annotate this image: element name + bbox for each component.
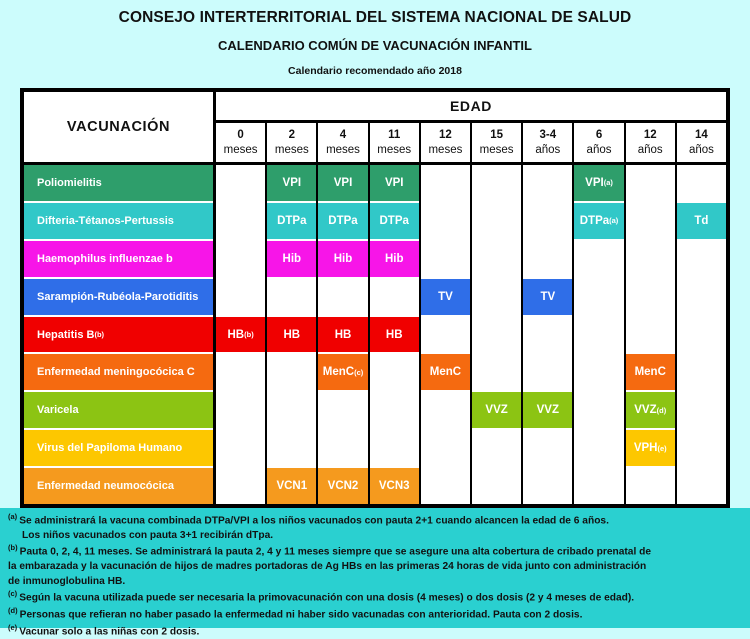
- age-column-header: [574, 123, 625, 162]
- empty-cell: [216, 279, 265, 317]
- vaccine-name: Haemophilus influenzae b: [37, 252, 173, 265]
- vaccine-label-column: [24, 165, 216, 504]
- schedule-column: [677, 165, 726, 504]
- footnote: [8, 623, 742, 639]
- empty-cell: [267, 392, 316, 430]
- empty-cell: [370, 392, 419, 430]
- footnote-text: Los niños vacunados con pauta 3+1 recibirán dTpa.: [22, 529, 274, 541]
- dose-cell[interactable]: [421, 354, 470, 392]
- dose-label: VVZ: [536, 404, 559, 417]
- dose-label: DTPa: [379, 214, 409, 227]
- empty-cell: [523, 165, 572, 203]
- empty-cell: [626, 317, 675, 355]
- schedule-column: [626, 165, 677, 504]
- dose-cell[interactable]: [318, 241, 367, 279]
- dose-cell[interactable]: [267, 203, 316, 241]
- empty-cell: [677, 468, 726, 504]
- vaccine-row-label: [24, 165, 213, 203]
- dose-cell[interactable]: [472, 392, 521, 430]
- footnotes-block: [0, 508, 750, 638]
- empty-cell: [472, 279, 521, 317]
- age-unit: años: [535, 143, 561, 156]
- dose-cell[interactable]: [523, 279, 572, 317]
- empty-cell: [216, 392, 265, 430]
- age-number: 4: [339, 128, 347, 141]
- empty-cell: [677, 354, 726, 392]
- age-unit: meses: [428, 143, 463, 156]
- empty-cell: [421, 468, 470, 504]
- dose-label: DTPa: [277, 214, 307, 227]
- calendar-year-caption: Calendario recomendado año 2018: [288, 65, 462, 77]
- empty-cell: [574, 392, 623, 430]
- footnote: [8, 560, 742, 573]
- vaccine-row-label: [24, 392, 213, 430]
- footnote-marker: (a): [8, 512, 20, 521]
- empty-cell: [216, 354, 265, 392]
- vaccine-row-label: [24, 430, 213, 468]
- footnote-text: de inmunoglobulina HB.: [8, 575, 126, 587]
- schedule-column: [574, 165, 625, 504]
- dose-label: VVZ: [634, 404, 657, 417]
- empty-cell: [677, 430, 726, 468]
- footnote: [8, 589, 742, 605]
- vaccine-name: Enfermedad meningocócica C: [37, 366, 195, 379]
- dose-cell[interactable]: [318, 203, 367, 241]
- age-unit: años: [637, 143, 663, 156]
- vaccine-row-label: [24, 279, 213, 317]
- age-unit: meses: [377, 143, 412, 156]
- dose-label: HB: [283, 328, 301, 341]
- empty-cell: [216, 203, 265, 241]
- age-column-header: [626, 123, 677, 162]
- empty-cell: [523, 203, 572, 241]
- vaccine-name: Varicela: [37, 404, 79, 417]
- age-unit: años: [688, 143, 714, 156]
- footnote-text: la embarazada y la vacunación de hijos de madres portadoras de Ag HBs en las primeras 24 horas de vida junto con administración: [8, 561, 647, 573]
- empty-cell: [267, 279, 316, 317]
- empty-cell: [574, 354, 623, 392]
- header-vaccination: VACUNACIÓN: [24, 92, 216, 162]
- empty-cell: [472, 430, 521, 468]
- table-body: [24, 165, 726, 504]
- dose-cell[interactable]: [370, 241, 419, 279]
- empty-cell: [523, 468, 572, 504]
- schedule-column: [523, 165, 574, 504]
- title-block: [0, 0, 750, 77]
- footnote-marker: (e): [657, 443, 667, 453]
- vaccine-name: Enfermedad neumocócica: [37, 480, 174, 493]
- footnote-text: Vacunar solo a las niñas con 2 dosis.: [19, 626, 200, 638]
- empty-cell: [216, 430, 265, 468]
- footnote-text: Se administrará la vacuna combinada DTPa/VPI a los niños vacunados con pauta 2+1 cuando alcancen la edad de 6 años.: [19, 515, 609, 527]
- empty-cell: [574, 317, 623, 355]
- empty-cell: [626, 241, 675, 279]
- dose-cell[interactable]: [626, 430, 675, 468]
- empty-cell: [370, 430, 419, 468]
- dose-label: MenC: [634, 366, 666, 379]
- empty-cell: [421, 317, 470, 355]
- age-number: 11: [388, 128, 401, 141]
- dose-label: TV: [540, 290, 556, 303]
- age-number: 6: [595, 128, 603, 141]
- empty-cell: [421, 392, 470, 430]
- age-number: 0: [237, 128, 244, 141]
- empty-cell: [216, 165, 265, 203]
- footnote-marker: (c): [354, 367, 364, 377]
- empty-cell: [677, 165, 726, 203]
- schedule-column: [370, 165, 421, 504]
- empty-cell: [267, 430, 316, 468]
- dose-label: VCN3: [378, 480, 410, 493]
- footnote-text: Pauta 0, 2, 4, 11 meses. Se administrará la pauta 2, 4 y 11 meses siempre que se asegure una alta cobertura de cribado prenatal de: [19, 546, 652, 558]
- footnote-marker: (e): [8, 622, 20, 632]
- empty-cell: [216, 241, 265, 279]
- dose-cell[interactable]: [267, 468, 316, 504]
- empty-cell: [421, 165, 470, 203]
- dose-label: VPI: [585, 176, 604, 189]
- dose-cell[interactable]: [318, 165, 367, 203]
- dose-label: HB: [385, 328, 403, 341]
- age-column-header: [523, 123, 574, 162]
- footnote: [8, 512, 742, 528]
- dose-label: TV: [438, 290, 453, 303]
- age-number: 2: [288, 128, 295, 141]
- footnote-marker: (a): [609, 216, 619, 226]
- footnote-marker: (b): [244, 330, 254, 339]
- dose-cell[interactable]: [370, 317, 419, 355]
- empty-cell: [370, 354, 419, 392]
- footnote-text: Según la vacuna utilizada puede ser necesaria la primovacunación con una dosis (4 meses) o dos dosis (2 y 4 meses de edad).: [19, 592, 635, 604]
- dose-label: Td: [694, 214, 709, 227]
- empty-cell: [318, 430, 367, 468]
- main-title: CONSEJO INTERTERRITORIAL DEL SISTEMA NACIONAL DE SALUD: [118, 9, 632, 26]
- empty-cell: [523, 430, 572, 468]
- vaccine-row-label: [24, 203, 213, 241]
- dose-label: VPI: [384, 176, 404, 189]
- footnote-marker: (b): [8, 543, 20, 553]
- age-number: 12: [643, 128, 657, 141]
- empty-cell: [523, 317, 572, 355]
- dose-label: VPH: [633, 442, 658, 455]
- empty-cell: [472, 165, 521, 203]
- empty-cell: [677, 392, 726, 430]
- header-age-group: [216, 92, 726, 162]
- dose-label: VCN2: [327, 480, 359, 493]
- dose-label: HB: [334, 328, 352, 341]
- empty-cell: [574, 430, 623, 468]
- empty-cell: [472, 241, 521, 279]
- dose-label: Hib: [282, 252, 302, 265]
- empty-cell: [523, 241, 572, 279]
- empty-cell: [574, 279, 623, 317]
- schedule-column: [267, 165, 318, 504]
- vaccine-row-label: [24, 468, 213, 504]
- footnote-marker: (c): [8, 589, 20, 599]
- empty-cell: [472, 203, 521, 241]
- vaccine-name: Poliomielitis: [37, 176, 102, 189]
- vaccine-row-label: [24, 354, 213, 392]
- vaccine-name: Hepatitis B: [37, 328, 95, 341]
- dose-cell[interactable]: [318, 468, 367, 504]
- age-column-header: [472, 123, 523, 162]
- dose-cell[interactable]: [216, 317, 265, 355]
- empty-cell: [677, 241, 726, 279]
- schedule-grid: [216, 165, 726, 504]
- dose-cell[interactable]: [574, 203, 623, 241]
- footnote: [8, 543, 742, 559]
- vaccine-name: Virus del Papiloma Humano: [37, 442, 183, 455]
- dose-label: VCN1: [276, 480, 308, 493]
- empty-cell: [574, 468, 623, 504]
- dose-cell[interactable]: [267, 317, 316, 355]
- empty-cell: [267, 354, 316, 392]
- empty-cell: [421, 203, 470, 241]
- schedule-column: [216, 165, 267, 504]
- empty-cell: [574, 241, 623, 279]
- empty-cell: [318, 392, 367, 430]
- vaccine-name: Sarampión-Rubéola-Parotiditis: [37, 290, 199, 303]
- dose-label: DTPa: [328, 214, 358, 227]
- empty-cell: [370, 279, 419, 317]
- empty-cell: [523, 354, 572, 392]
- empty-cell: [318, 279, 367, 317]
- schedule-column: [472, 165, 523, 504]
- empty-cell: [472, 354, 521, 392]
- empty-cell: [626, 279, 675, 317]
- empty-cell: [626, 165, 675, 203]
- footnote: [8, 529, 742, 542]
- vaccine-row-label: [24, 241, 213, 279]
- dose-cell[interactable]: [523, 392, 572, 430]
- age-column-headers: [216, 123, 726, 162]
- header-edad-label: EDAD: [216, 92, 726, 123]
- empty-cell: [472, 468, 521, 504]
- dose-label: VVZ: [485, 404, 508, 417]
- dose-cell[interactable]: [370, 203, 419, 241]
- footnote-text: Personas que refieran no haber pasado la enfermedad ni haber sido vacunadas con anterioridad. Pauta con 2 dosis.: [19, 609, 583, 621]
- dose-label: VPI: [282, 176, 302, 189]
- age-unit: meses: [479, 143, 514, 156]
- age-column-header: [216, 123, 267, 162]
- footnote-marker: (b): [94, 330, 105, 339]
- dose-label: Hib: [384, 252, 404, 265]
- age-unit: años: [586, 143, 612, 156]
- empty-cell: [421, 430, 470, 468]
- dose-label: MenC: [322, 366, 355, 379]
- vaccine-row-label: [24, 317, 213, 355]
- footnote: [8, 606, 742, 622]
- age-column-header: [370, 123, 421, 162]
- footnote-marker: (d): [656, 405, 667, 415]
- age-unit: meses: [274, 143, 309, 156]
- age-column-header: [318, 123, 369, 162]
- age-number: 3-4: [539, 128, 557, 141]
- empty-cell: [472, 317, 521, 355]
- empty-cell: [677, 279, 726, 317]
- dose-cell[interactable]: [421, 279, 470, 317]
- dose-label: VPI: [333, 176, 353, 189]
- dose-label: HB: [227, 328, 245, 341]
- dose-label: MenC: [429, 366, 462, 379]
- schedule-column: [318, 165, 369, 504]
- footnote: [8, 575, 742, 588]
- age-number: 12: [439, 128, 452, 141]
- empty-cell: [626, 203, 675, 241]
- vaccination-calendar-table: [20, 88, 730, 508]
- empty-cell: [626, 468, 675, 504]
- empty-cell: [677, 317, 726, 355]
- age-unit: meses: [223, 143, 258, 156]
- dose-cell[interactable]: [574, 165, 623, 203]
- age-unit: meses: [326, 143, 360, 156]
- empty-cell: [216, 468, 265, 504]
- dose-cell[interactable]: [370, 165, 419, 203]
- age-column-header: [267, 123, 318, 162]
- vaccine-name: Difteria-Tétanos-Pertussis: [37, 214, 174, 227]
- footnote-marker: (d): [8, 605, 20, 615]
- subtitle: CALENDARIO COMÚN DE VACUNACIÓN INFANTIL: [218, 38, 532, 53]
- dose-label: Hib: [333, 252, 353, 265]
- dose-cell[interactable]: [677, 203, 726, 241]
- dose-cell[interactable]: [318, 354, 367, 392]
- age-number: 15: [490, 128, 504, 141]
- age-number: 14: [695, 128, 708, 141]
- table-header: [24, 92, 726, 165]
- dose-cell[interactable]: [370, 468, 419, 504]
- footnote-marker: (a): [603, 178, 613, 188]
- dose-cell[interactable]: [626, 392, 675, 430]
- age-column-header: [421, 123, 472, 162]
- dose-cell[interactable]: [318, 317, 367, 355]
- empty-cell: [421, 241, 470, 279]
- schedule-column: [421, 165, 472, 504]
- dose-cell[interactable]: [267, 165, 316, 203]
- dose-cell[interactable]: [267, 241, 316, 279]
- dose-cell[interactable]: [626, 354, 675, 392]
- dose-label: DTPa: [579, 214, 610, 227]
- age-column-header: [677, 123, 726, 162]
